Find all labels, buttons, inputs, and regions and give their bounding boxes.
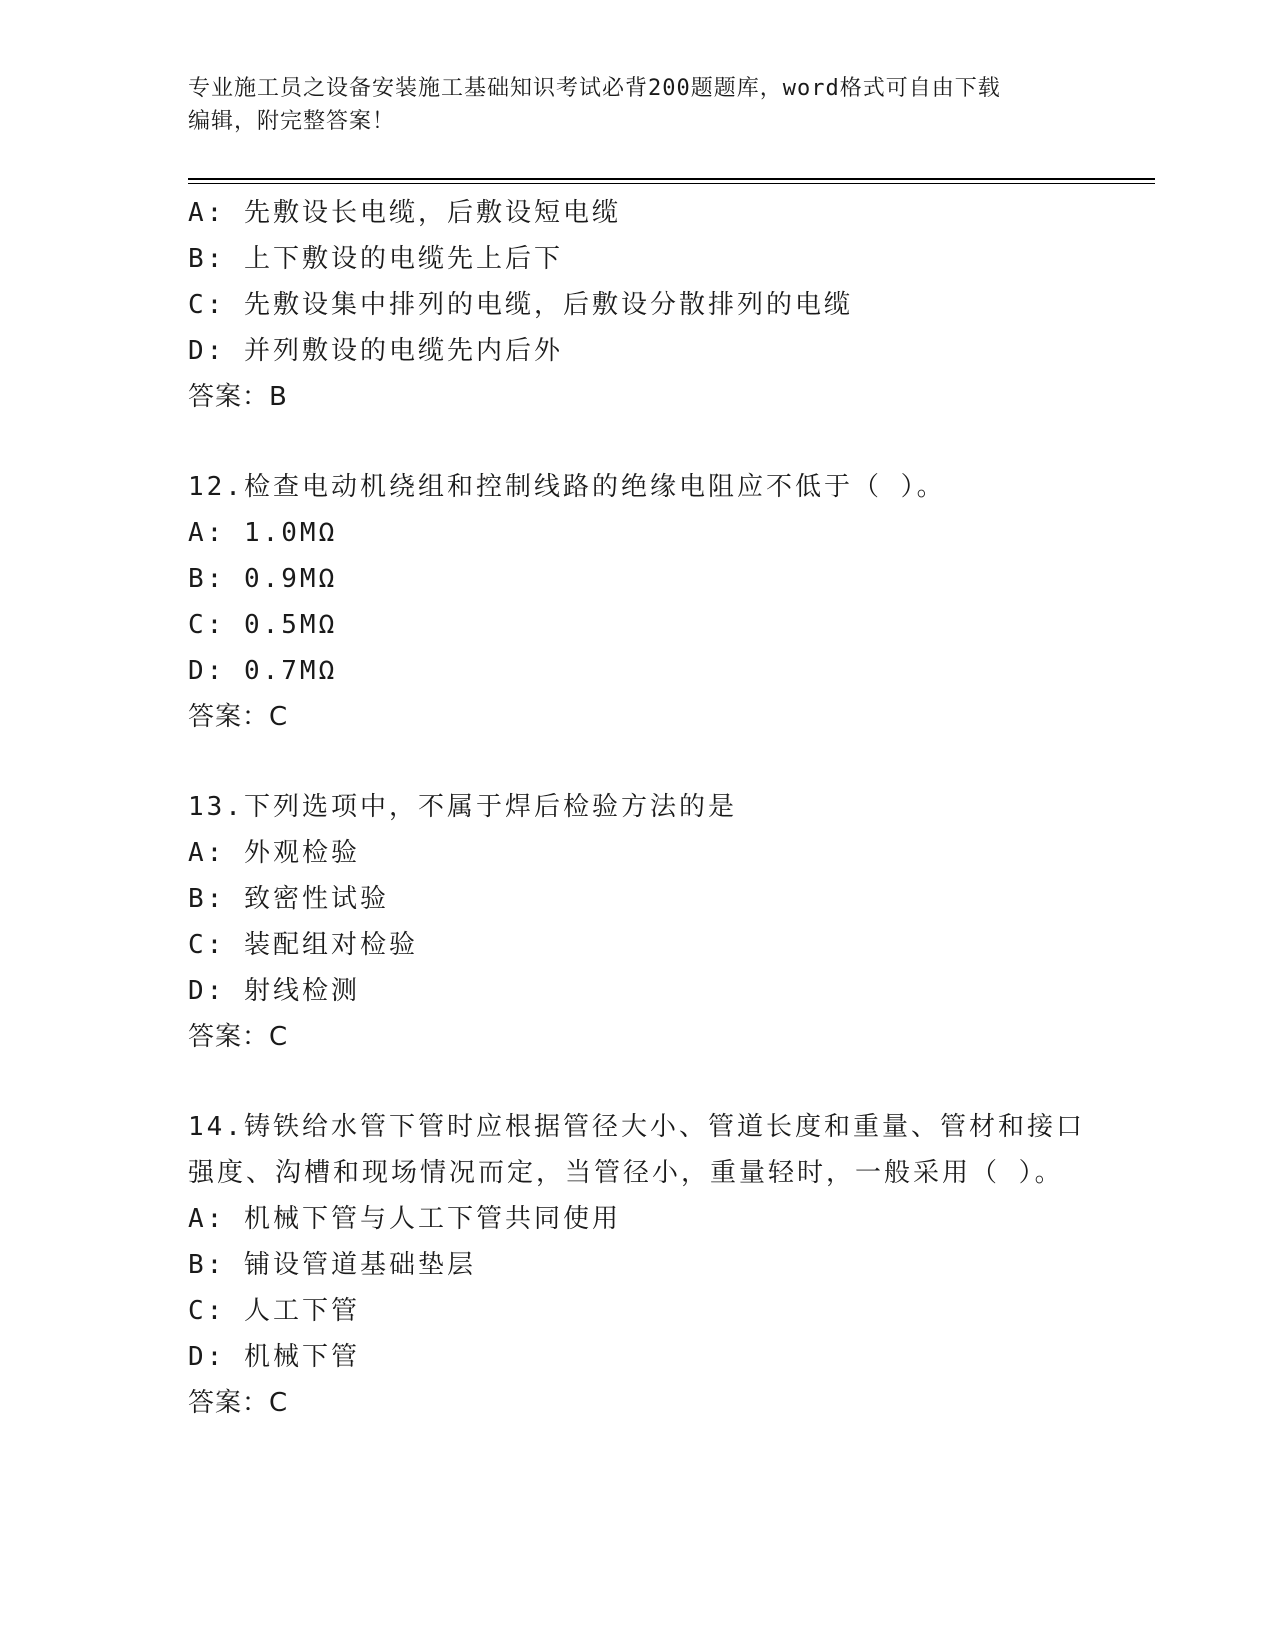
question-11-option-b: B: 上下敷设的电缆先上后下	[188, 244, 563, 274]
question-12-answer: 答案：C	[188, 702, 289, 732]
question-14-option-b: B: 铺设管道基础垫层	[188, 1250, 476, 1280]
header-title-line-1: 专业施工员之设备安装施工基础知识考试必背200题题库，word格式可自由下载	[188, 76, 1001, 101]
question-14-text-line-1: 14.铸铁给水管下管时应根据管径大小、管道长度和重量、管材和接口	[188, 1112, 1085, 1142]
question-14-answer: 答案：C	[188, 1388, 289, 1418]
header-divider-thin	[188, 183, 1155, 184]
question-11-answer: 答案：B	[188, 382, 288, 412]
question-13-block	[188, 784, 1088, 1060]
question-14-option-d: D: 机械下管	[188, 1342, 360, 1372]
spacer	[188, 420, 1088, 464]
question-12-option-d: D: 0.7MΩ	[188, 656, 338, 686]
spacer	[188, 740, 1088, 784]
question-12-option-b: B: 0.9MΩ	[188, 564, 338, 594]
question-12-block	[188, 464, 1088, 740]
question-12-text: 12.检查电动机绕组和控制线路的绝缘电阻应不低于（ ）。	[188, 472, 946, 502]
question-12-option-c: C: 0.5MΩ	[188, 610, 338, 640]
question-12-option-a: A: 1.0MΩ	[188, 518, 338, 548]
spacer	[188, 1060, 1088, 1104]
header-title-line-2: 编辑，附完整答案！	[188, 109, 396, 134]
question-11-block	[188, 190, 1088, 420]
question-13-option-c: C: 装配组对检验	[188, 930, 418, 960]
question-list	[188, 190, 1088, 1426]
document-header	[188, 72, 1088, 138]
question-11-option-a: A: 先敷设长电缆，后敷设短电缆	[188, 198, 621, 228]
header-divider-thick	[188, 178, 1155, 180]
question-14-text-line-2: 强度、沟槽和现场情况而定，当管径小，重量轻时，一般采用（ ）。	[188, 1158, 1064, 1188]
question-14-option-c: C: 人工下管	[188, 1296, 360, 1326]
question-13-answer: 答案：C	[188, 1022, 289, 1052]
question-11-option-c: C: 先敷设集中排列的电缆，后敷设分散排列的电缆	[188, 290, 853, 320]
question-14-option-a: A: 机械下管与人工下管共同使用	[188, 1204, 621, 1234]
question-13-option-d: D: 射线检测	[188, 976, 360, 1006]
question-14-block	[188, 1104, 1088, 1426]
question-13-text: 13.下列选项中，不属于焊后检验方法的是	[188, 792, 737, 822]
question-13-option-a: A: 外观检验	[188, 838, 360, 868]
question-13-option-b: B: 致密性试验	[188, 884, 389, 914]
question-11-option-d: D: 并列敷设的电缆先内后外	[188, 336, 563, 366]
